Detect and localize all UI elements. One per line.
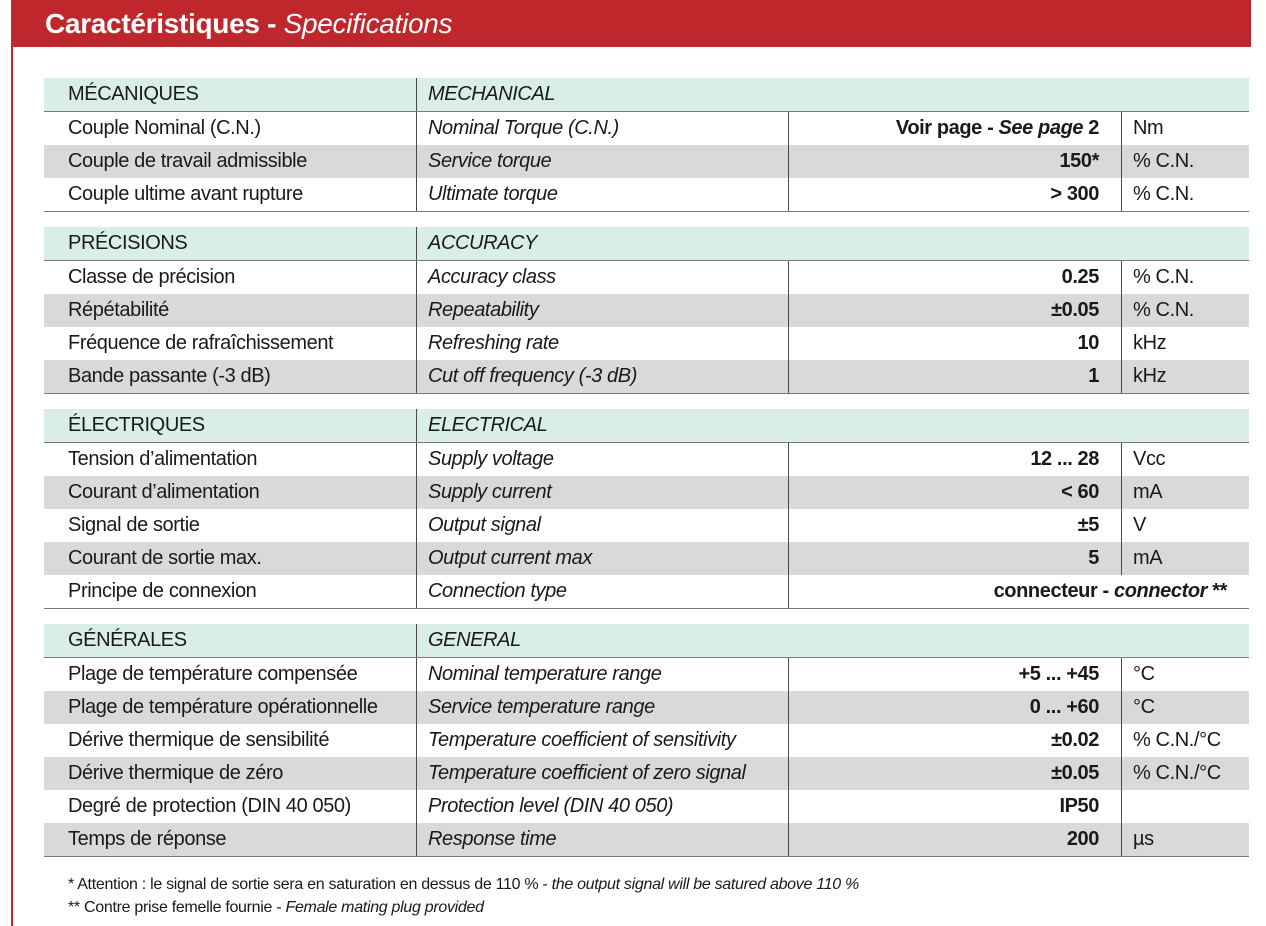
value-text: 5 [1088,547,1099,569]
value-text: 10 [1077,332,1099,354]
param-name-fr: Plage de température opérationnelle [68,696,378,718]
param-name-fr: Temps de réponse [68,828,227,850]
param-name-en: Refreshing rate [416,327,788,360]
param-name-en: Output signal [416,509,788,542]
section-title-en: MECHANICAL [416,78,1249,111]
param-name-fr: Principe de connexion [68,580,257,602]
value-text: ±0.02 [1051,729,1099,751]
param-unit: mA [1121,476,1249,509]
section-title-fr: GÉNÉRALES [68,629,187,651]
table-row [44,658,1249,691]
param-name-fr: Dérive thermique de sensibilité [68,729,330,751]
left-accent-rule [11,0,13,926]
section-title-en: GENERAL [416,624,1249,657]
table-row [44,145,1249,178]
value-text-italic: connector [1113,580,1208,602]
footnote-2: ** Contre prise femelle fournie - Female mating plug provided [68,899,484,916]
param-name-fr: Courant de sortie max. [68,547,262,569]
param-unit: °C [1121,658,1249,691]
param-unit: % C.N. [1121,294,1249,327]
table-row [44,691,1249,724]
value-text: Voir page - [895,117,999,139]
param-value [788,790,1121,823]
param-name-en: Response time [416,823,788,856]
param-name-en: Protection level (DIN 40 050) [416,790,788,823]
param-unit: % C.N. [1121,145,1249,178]
section-header-row [44,78,1249,112]
param-value [788,145,1121,178]
header-title-fr: Caractéristiques [45,7,260,39]
value-text: ±5 [1077,514,1099,536]
param-value [788,112,1121,145]
param-unit: % C.N./°C [1121,757,1249,790]
value-text: 1 [1088,365,1099,387]
param-unit: kHz [1121,360,1249,393]
table-row [44,509,1249,542]
param-name-fr: Couple de travail admissible [68,150,307,172]
param-value [788,261,1121,294]
section-title-en: ELECTRICAL [416,409,1249,442]
footnote-1: * Attention : le signal de sortie sera en saturation en dessus de 110 % - the output signal will be satured above 110 % [68,876,859,893]
param-name-en: Supply current [416,476,788,509]
value-text: 0.25 [1061,266,1099,288]
param-value [788,294,1121,327]
param-unit: V [1121,509,1249,542]
param-unit: µs [1121,823,1249,856]
param-name-en: Accuracy class [416,261,788,294]
param-value [788,443,1121,476]
value-text: connecteur - [993,580,1114,602]
param-name-en: Service torque [416,145,788,178]
param-value [788,360,1121,393]
param-name-fr: Degré de protection (DIN 40 050) [68,795,351,817]
param-name-en: Connection type [416,575,788,608]
specifications-table [44,78,1249,857]
param-unit: Nm [1121,112,1249,145]
param-value [788,327,1121,360]
param-name-en: Output current max [416,542,788,575]
param-name-fr: Dérive thermique de zéro [68,762,283,784]
value-text: 0 ... +60 [1029,696,1099,718]
param-name-fr: Tension d’alimentation [68,448,258,470]
param-value [788,724,1121,757]
value-text: ±0.05 [1051,762,1099,784]
param-value [788,658,1121,691]
value-text: 150* [1059,150,1099,172]
value-text: 12 ... 28 [1030,448,1099,470]
param-value [788,823,1121,856]
header-separator: - [259,7,284,39]
table-row [44,575,1249,609]
table-row [44,724,1249,757]
param-value [788,757,1121,790]
param-name-en: Repeatability [416,294,788,327]
table-row [44,327,1249,360]
param-name-en: Supply voltage [416,443,788,476]
param-unit: % C.N. [1121,178,1249,211]
section-header-row [44,409,1249,443]
param-unit [1121,790,1249,823]
footnotes [68,873,859,919]
param-name-fr: Classe de précision [68,266,235,288]
param-name-fr: Couple Nominal (C.N.) [68,117,261,139]
table-row [44,178,1249,212]
value-text: +5 ... +45 [1018,663,1099,685]
param-value [788,178,1121,211]
param-name-fr: Fréquence de rafraîchissement [68,332,334,354]
param-name-fr: Bande passante (-3 dB) [68,365,271,387]
param-unit: mA [1121,542,1249,575]
table-row [44,757,1249,790]
param-name-en: Nominal temperature range [416,658,788,691]
table-row [44,476,1249,509]
param-unit: % C.N. [1121,261,1249,294]
param-value [788,476,1121,509]
table-row [44,443,1249,476]
table-row [44,112,1249,145]
section-title-fr: PRÉCISIONS [68,232,188,254]
param-name-en: Ultimate torque [416,178,788,211]
param-name-fr: Répétabilité [68,299,169,321]
section-header-row [44,624,1249,658]
value-text: 200 [1066,828,1099,850]
section-header-row [44,227,1249,261]
table-row [44,360,1249,394]
param-name-en: Temperature coefficient of sensitivity [416,724,788,757]
table-row [44,542,1249,575]
param-name-fr: Courant d’alimentation [68,481,260,503]
param-name-en: Nominal Torque (C.N.) [416,112,788,145]
param-unit: Vcc [1121,443,1249,476]
section-gap [44,394,1249,409]
param-name-fr: Signal de sortie [68,514,200,536]
value-text-tail: ** [1207,580,1227,602]
param-name-en: Cut off frequency (-3 dB) [416,360,788,393]
table-row [44,790,1249,823]
section-header [11,0,1251,47]
param-value [788,542,1121,575]
table-row [44,261,1249,294]
param-name-en: Service temperature range [416,691,788,724]
value-text: < 60 [1061,481,1099,503]
value-text: ±0.05 [1051,299,1099,321]
param-unit: °C [1121,691,1249,724]
param-value [788,691,1121,724]
section-gap [44,609,1249,624]
value-text: > 300 [1050,183,1099,205]
value-text: IP50 [1059,795,1099,817]
param-unit: % C.N./°C [1121,724,1249,757]
param-unit: kHz [1121,327,1249,360]
value-text-tail: 2 [1083,117,1099,139]
header-title-en: Specifications [283,7,453,39]
param-name-fr: Plage de température compensée [68,663,358,685]
table-row [44,294,1249,327]
section-gap [44,212,1249,227]
param-name-en: Temperature coefficient of zero signal [416,757,788,790]
param-name-fr: Couple ultime avant rupture [68,183,303,205]
param-value [788,509,1121,542]
value-text-italic: See page [998,117,1084,139]
table-row [44,823,1249,857]
param-value [788,575,1249,608]
section-title-en: ACCURACY [416,227,1249,260]
section-title-fr: MÉCANIQUES [68,83,199,105]
section-title-fr: ÉLECTRIQUES [68,414,205,436]
